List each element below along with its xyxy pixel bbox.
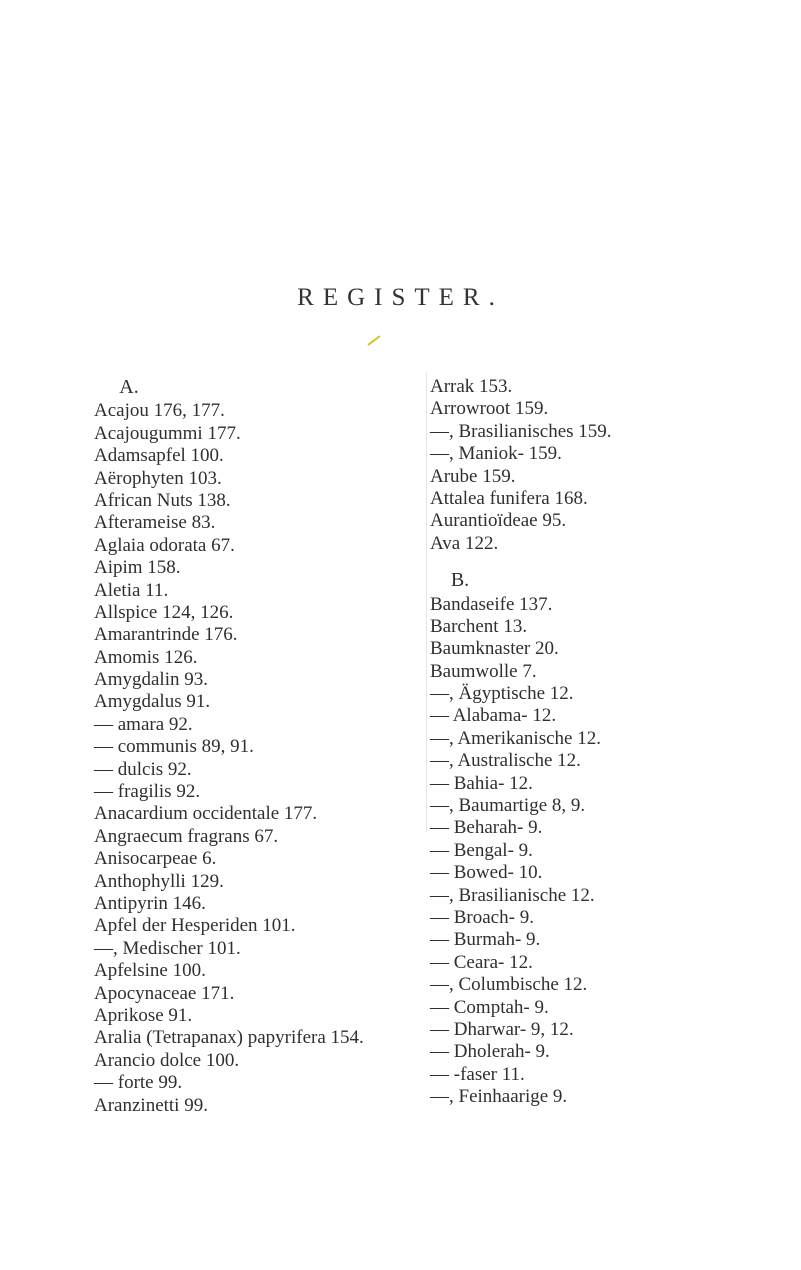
index-entry: —, Feinhaarige 9.: [430, 1086, 568, 1108]
index-entry: Aranzinetti 99.: [94, 1094, 208, 1116]
index-entry: Amomis 126.: [94, 646, 198, 668]
ink-mark: [366, 333, 382, 349]
entry-list-a: [94, 400, 424, 1117]
index-entry: — Dharwar- 9, 12.: [430, 1018, 574, 1040]
left-column: [94, 376, 424, 1117]
index-entry: Aletia 11.: [94, 579, 169, 601]
index-entry: —, Amerikanische 12.: [430, 727, 601, 749]
index-entry: Angraecum fragrans 67.: [94, 825, 279, 847]
index-entry: Aralia (Tetrapanax) papyrifera 154.: [94, 1027, 364, 1049]
index-entry: Baumknaster 20.: [430, 638, 559, 660]
index-entry: Barchent 13.: [430, 615, 528, 637]
entry-list-a-continued: [430, 376, 790, 555]
index-entry: — Alabama- 12.: [430, 705, 557, 727]
index-entry: —, Brasilianische 12.: [430, 884, 595, 906]
entry-list-b: [430, 594, 790, 1109]
index-entry: Arrowroot 159.: [430, 398, 549, 420]
index-entry: African Nuts 138.: [94, 489, 231, 511]
index-entry: Baumwolle 7.: [430, 660, 537, 682]
index-entry: Aërophyten 103.: [94, 467, 222, 489]
index-entry: Arancio dolce 100.: [94, 1049, 240, 1071]
index-entry: Antipyrin 146.: [94, 893, 206, 914]
index-entry: — amara 92.: [94, 713, 193, 735]
index-entry: — Bengal- 9.: [430, 839, 533, 861]
index-entry: Amygdalus 91.: [94, 691, 211, 713]
index-entry: Aurantioïdeae 95.: [430, 510, 567, 532]
index-entry: Amarantrinde 176.: [94, 624, 238, 646]
index-entry: Apfel der Hesperiden 101.: [94, 915, 296, 937]
index-entry: —, Maniok- 159.: [430, 443, 562, 465]
index-entry: Aglaia odorata 67.: [94, 534, 235, 556]
index-entry: Attalea funifera 168.: [430, 487, 588, 509]
index-entry: Aprikose 91.: [94, 1004, 193, 1026]
index-entry: Anisocarpeae 6.: [94, 848, 217, 870]
index-entry: Amygdalin 93.: [94, 669, 208, 691]
column-divider: [426, 372, 427, 832]
index-entry: — Comptah- 9.: [430, 996, 549, 1018]
index-entry: Arrak 153.: [430, 376, 513, 397]
index-entry: — -faser 11.: [430, 1063, 525, 1085]
index-entry: — Ceara- 12.: [430, 951, 533, 973]
index-entry: Apocynaceae 171.: [94, 982, 235, 1004]
index-entry: Anacardium occidentale 177.: [94, 803, 318, 825]
index-entry: —, Baumartige 8, 9.: [430, 795, 586, 817]
index-entry: — Beharah- 9.: [430, 817, 543, 839]
index-entry: Afterameise 83.: [94, 512, 216, 534]
page-title: REGISTER.: [297, 284, 504, 311]
index-entry: — Bahia- 12.: [430, 772, 533, 794]
index-entry: Ava 122.: [430, 532, 499, 554]
section-heading-a: A.: [119, 376, 139, 398]
index-entry: — fragilis 92.: [94, 781, 201, 803]
index-entry: Acajougummi 177.: [94, 422, 241, 444]
index-entry: — forte 99.: [94, 1072, 183, 1094]
index-entry: — dulcis 92.: [94, 758, 192, 780]
index-entry: — Bowed- 10.: [430, 862, 543, 884]
index-entry: — Broach- 9.: [430, 907, 534, 928]
index-entry: Allspice 124, 126.: [94, 601, 234, 623]
index-entry: —, Ägyptische 12.: [430, 683, 574, 705]
index-entry: Apfelsine 100.: [94, 960, 206, 982]
index-entry: —, Australische 12.: [430, 750, 581, 772]
index-entry: Adamsapfel 100.: [94, 445, 224, 467]
index-entry: — communis 89, 91.: [94, 736, 254, 758]
index-entry: —, Columbische 12.: [430, 974, 588, 996]
index-entry: — Dholerah- 9.: [430, 1041, 550, 1063]
index-entry: Anthophylli 129.: [94, 870, 224, 892]
index-entry: —, Brasilianisches 159.: [430, 420, 612, 442]
index-entry: — Burmah- 9.: [430, 929, 541, 951]
index-entry: —, Medischer 101.: [94, 937, 241, 959]
index-entry: Bandaseife 137.: [430, 593, 553, 615]
section-heading-b: B.: [450, 569, 470, 592]
index-entry: Arube 159.: [430, 465, 516, 487]
right-column: [430, 376, 790, 1109]
index-entry: Aipim 158.: [94, 557, 181, 579]
index-entry: Acajou 176, 177.: [94, 400, 225, 422]
